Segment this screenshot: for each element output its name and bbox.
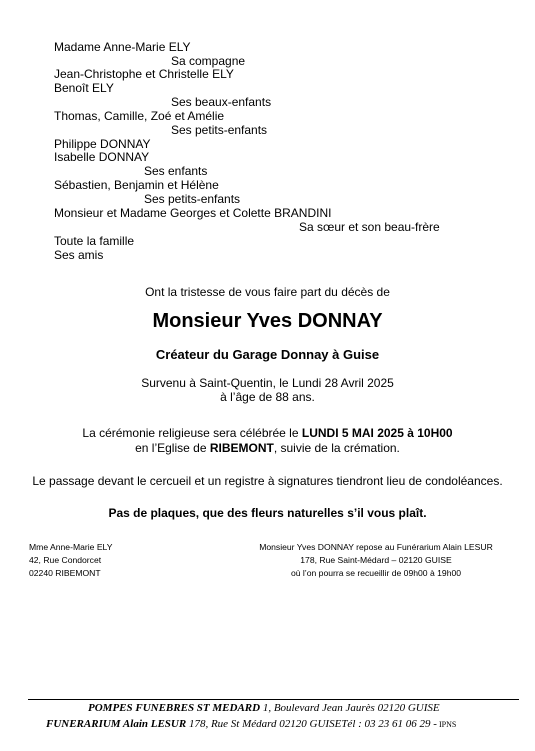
family-relation-4: Ses enfants bbox=[144, 164, 208, 178]
family-line-8: Monsieur et Madame Georges et Colette BRANDINI bbox=[54, 206, 332, 220]
address-left-line-2: 42, Rue Condorcet bbox=[29, 555, 102, 565]
ceremony-place-post: , suivie de la crémation. bbox=[273, 441, 400, 455]
death-line-2: à l’âge de 88 ans. bbox=[220, 390, 315, 404]
family-relation-3: Ses petits-enfants bbox=[171, 123, 268, 137]
family-relation-6: Sa sœur et son beau-frère bbox=[299, 220, 440, 234]
ceremony-place-line bbox=[0, 441, 535, 455]
family-relation-1: Sa compagne bbox=[171, 54, 246, 68]
footer-company-name: POMPES FUNEBRES ST MEDARD bbox=[88, 702, 261, 714]
address-right-line-2: 178, Rue Saint-Médard – 02120 GUISE bbox=[300, 555, 452, 565]
address-left-line-3: 02240 RIBEMONT bbox=[29, 568, 101, 578]
family-line-9: Toute la famille bbox=[54, 234, 135, 248]
footer-ipns: IPNS bbox=[436, 720, 457, 729]
family-line-4: Thomas, Camille, Zoé et Amélie bbox=[54, 109, 225, 123]
ceremony-place-pre: en l’Eglise de bbox=[135, 441, 210, 455]
footer-phone: Tél : 03 23 61 06 29 - bbox=[341, 718, 437, 730]
footer-funerarium-name: FUNERARIUM Alain LESUR bbox=[46, 718, 187, 730]
footer-line-1 bbox=[88, 702, 440, 715]
family-line-10: Ses amis bbox=[54, 248, 104, 262]
deceased-name: Monsieur Yves DONNAY bbox=[152, 310, 383, 332]
family-line-3: Benoît ELY bbox=[54, 81, 114, 95]
family-line-6: Isabelle DONNAY bbox=[54, 150, 150, 164]
deceased-role: Créateur du Garage Donnay à Guise bbox=[155, 347, 380, 362]
address-right-line-3: où l’on pourra se recueillir de 09h00 à 19h00 bbox=[290, 568, 462, 578]
intro-text: Ont la tristesse de vous faire part du décès de bbox=[145, 285, 390, 299]
address-left-line-1: Mme Anne-Marie ELY bbox=[29, 542, 113, 552]
footer-company-address: 1, Boulevard Jean Jaurès 02120 GUISE bbox=[260, 702, 440, 714]
ceremony-text: La cérémonie religieuse sera célébrée le bbox=[82, 426, 302, 440]
flowers-text: Pas de plaques, que des fleurs naturelles s’il vous plaît. bbox=[108, 506, 427, 520]
death-line-1: Survenu à Saint-Quentin, le Lundi 28 Avril 2025 bbox=[141, 376, 394, 390]
family-relation-2: Ses beaux-enfants bbox=[171, 95, 272, 109]
family-line-2: Jean-Christophe et Christelle ELY bbox=[54, 67, 234, 81]
footer-divider bbox=[28, 699, 519, 700]
family-relation-5: Ses petits-enfants bbox=[144, 192, 241, 206]
footer-funerarium-address: 178, Rue St Médard 02120 GUISE bbox=[186, 718, 342, 730]
address-right-line-1: Monsieur Yves DONNAY repose au Funérarium Alain LESUR bbox=[259, 542, 493, 552]
ceremony-date: LUNDI 5 MAI 2025 à 10H00 bbox=[301, 426, 453, 440]
family-line-1: Madame Anne-Marie ELY bbox=[54, 40, 191, 54]
family-line-5: Philippe DONNAY bbox=[54, 137, 151, 151]
ceremony-line bbox=[0, 426, 535, 440]
ceremony-place: RIBEMONT bbox=[209, 441, 274, 455]
footer-line-2 bbox=[46, 718, 456, 731]
condolences-text: Le passage devant le cercueil et un registre à signatures tiendront lieu de condoléances. bbox=[32, 474, 503, 488]
family-line-7: Sébastien, Benjamin et Hélène bbox=[54, 178, 219, 192]
